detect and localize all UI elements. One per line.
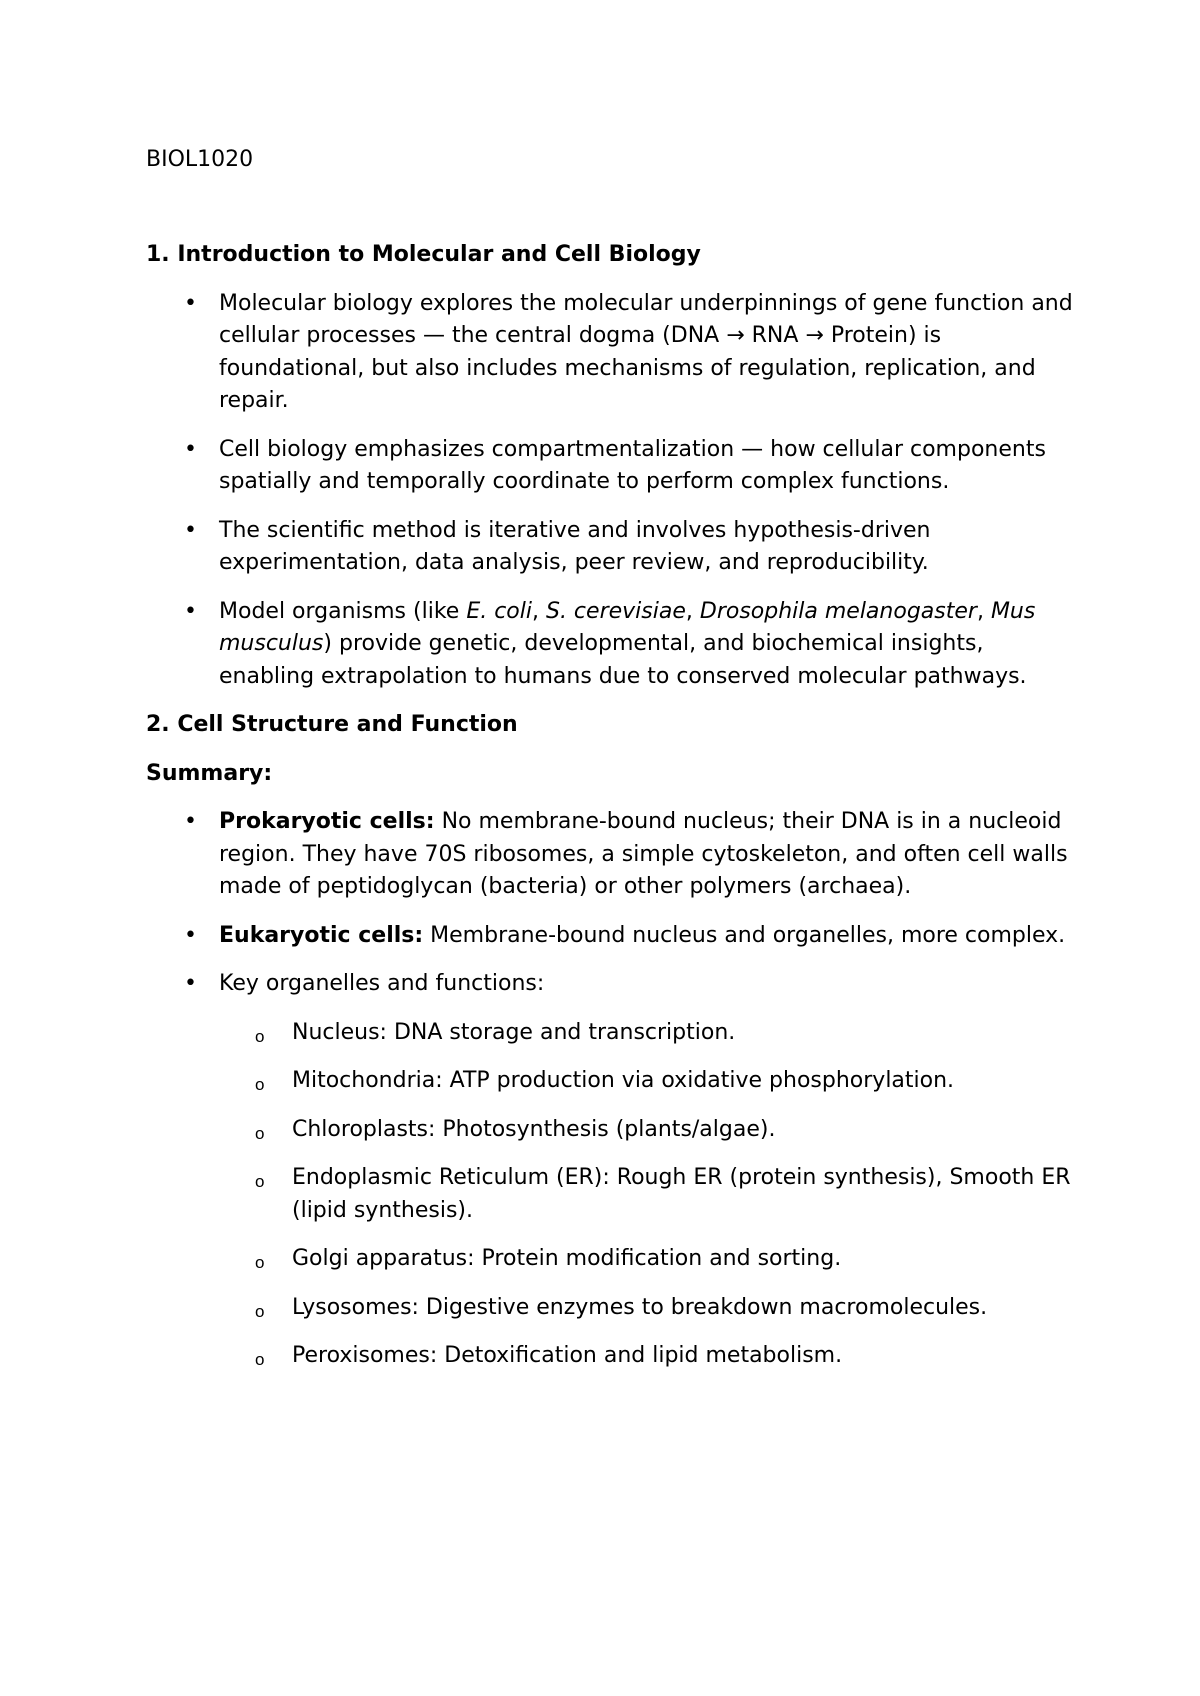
sub-list-item [219, 1114, 1076, 1147]
separator: , [976, 598, 991, 624]
circle-bullet-icon: o [255, 1253, 265, 1272]
bullet-text: The scientific method is iterative and involves hypothesis-driven experimentation, data analysis, peer review, and reproducibility. [219, 517, 931, 575]
sub-list-item [219, 1243, 1076, 1276]
sub-list-item [219, 1340, 1076, 1373]
list-item-organelles [146, 968, 1076, 1373]
organelle-text: Nucleus: DNA storage and transcription. [292, 1019, 736, 1045]
organelle-sublist [219, 1017, 1076, 1373]
bullet-icon: • [184, 517, 197, 543]
document-body [146, 239, 1076, 1389]
circle-bullet-icon: o [255, 1123, 265, 1143]
circle-bullet-icon: o [255, 1026, 265, 1046]
prokaryotic-text: No membrane-bound nucleus; their DNA is in a nucleoid region. They have 70S ribosomes, a simple cytoskeleton, and often cell walls made of peptidoglycan (bacteria) or other polymers (archaea). [219, 809, 1068, 899]
list-item [146, 434, 1076, 499]
bullet-icon: • [184, 598, 197, 624]
eukaryotic-text: Membrane-bound nucleus and organelles, more complex. [423, 922, 1066, 948]
bullet-icon: • [184, 922, 197, 948]
prokaryotic-label: Prokaryotic cells: [219, 809, 435, 834]
list-item-prokaryotic [146, 806, 1076, 904]
section-1-heading: 1. Introduction to Molecular and Cell Biology [146, 242, 701, 267]
bullet-icon: • [184, 436, 197, 462]
section-2-bullet-list [146, 806, 1076, 1373]
organism-s-cerevisiae: S. cerevisiae [545, 598, 686, 624]
eukaryotic-label: Eukaryotic cells: [219, 922, 424, 948]
bullet-icon: • [184, 971, 197, 996]
organism-e-coli: E. coli [466, 598, 532, 624]
organism-mus-musculus: Mus musculus [219, 598, 1036, 656]
sub-list-item [219, 1017, 1076, 1050]
model-organisms-pre: Model organisms (like [219, 598, 467, 624]
bullet-text: Molecular biology explores the molecular underpinnings of gene function and cellular processes — the central dogma (DNA → RNA → Protein) is foundational, but also includes mechanisms of regulation, replication, and repair. [219, 290, 1073, 413]
separator: , [685, 598, 700, 624]
bullet-icon: • [184, 809, 197, 834]
organelles-intro: Key organelles and functions: [219, 971, 545, 996]
organelle-text: Mitochondria: ATP production via oxidative phosphorylation. [292, 1068, 955, 1093]
model-organisms-post: ) provide genetic, developmental, and biochemical insights, enabling extrapolation to humans due to conserved molecular pathways. [219, 631, 1027, 689]
organelle-text: Endoplasmic Reticulum (ER): Rough ER (protein synthesis), Smooth ER (lipid synthesis). [292, 1165, 1071, 1223]
circle-bullet-icon: o [255, 1350, 265, 1369]
organelle-text: Golgi apparatus: Protein modification and sorting. [292, 1246, 842, 1271]
section-1-bullet-list [146, 288, 1076, 694]
list-item-eukaryotic [146, 920, 1076, 953]
sub-list-item [219, 1162, 1076, 1227]
organelle-text: Lysosomes: Digestive enzymes to breakdown macromolecules. [292, 1294, 988, 1320]
section-2-heading: 2. Cell Structure and Function [146, 712, 518, 737]
sub-list-item [219, 1292, 1076, 1325]
course-code: BIOL1020 [146, 147, 254, 172]
list-item-model-organisms [146, 596, 1076, 694]
list-item [146, 515, 1076, 580]
organelle-text: Peroxisomes: Detoxification and lipid metabolism. [292, 1343, 843, 1368]
bullet-icon: • [184, 290, 197, 316]
list-item [146, 288, 1076, 418]
organism-drosophila: Drosophila melanogaster [699, 598, 977, 624]
organelle-text: Chloroplasts: Photosynthesis (plants/algae). [292, 1116, 776, 1142]
bullet-text: Cell biology emphasizes compartmentalization — how cellular components spatially and temporally coordinate to perform complex functions. [219, 436, 1046, 494]
circle-bullet-icon: o [255, 1172, 265, 1191]
circle-bullet-icon: o [255, 1075, 265, 1094]
separator: , [531, 598, 546, 624]
summary-label: Summary: [146, 760, 273, 786]
circle-bullet-icon: o [255, 1301, 265, 1321]
sub-list-item [219, 1065, 1076, 1098]
